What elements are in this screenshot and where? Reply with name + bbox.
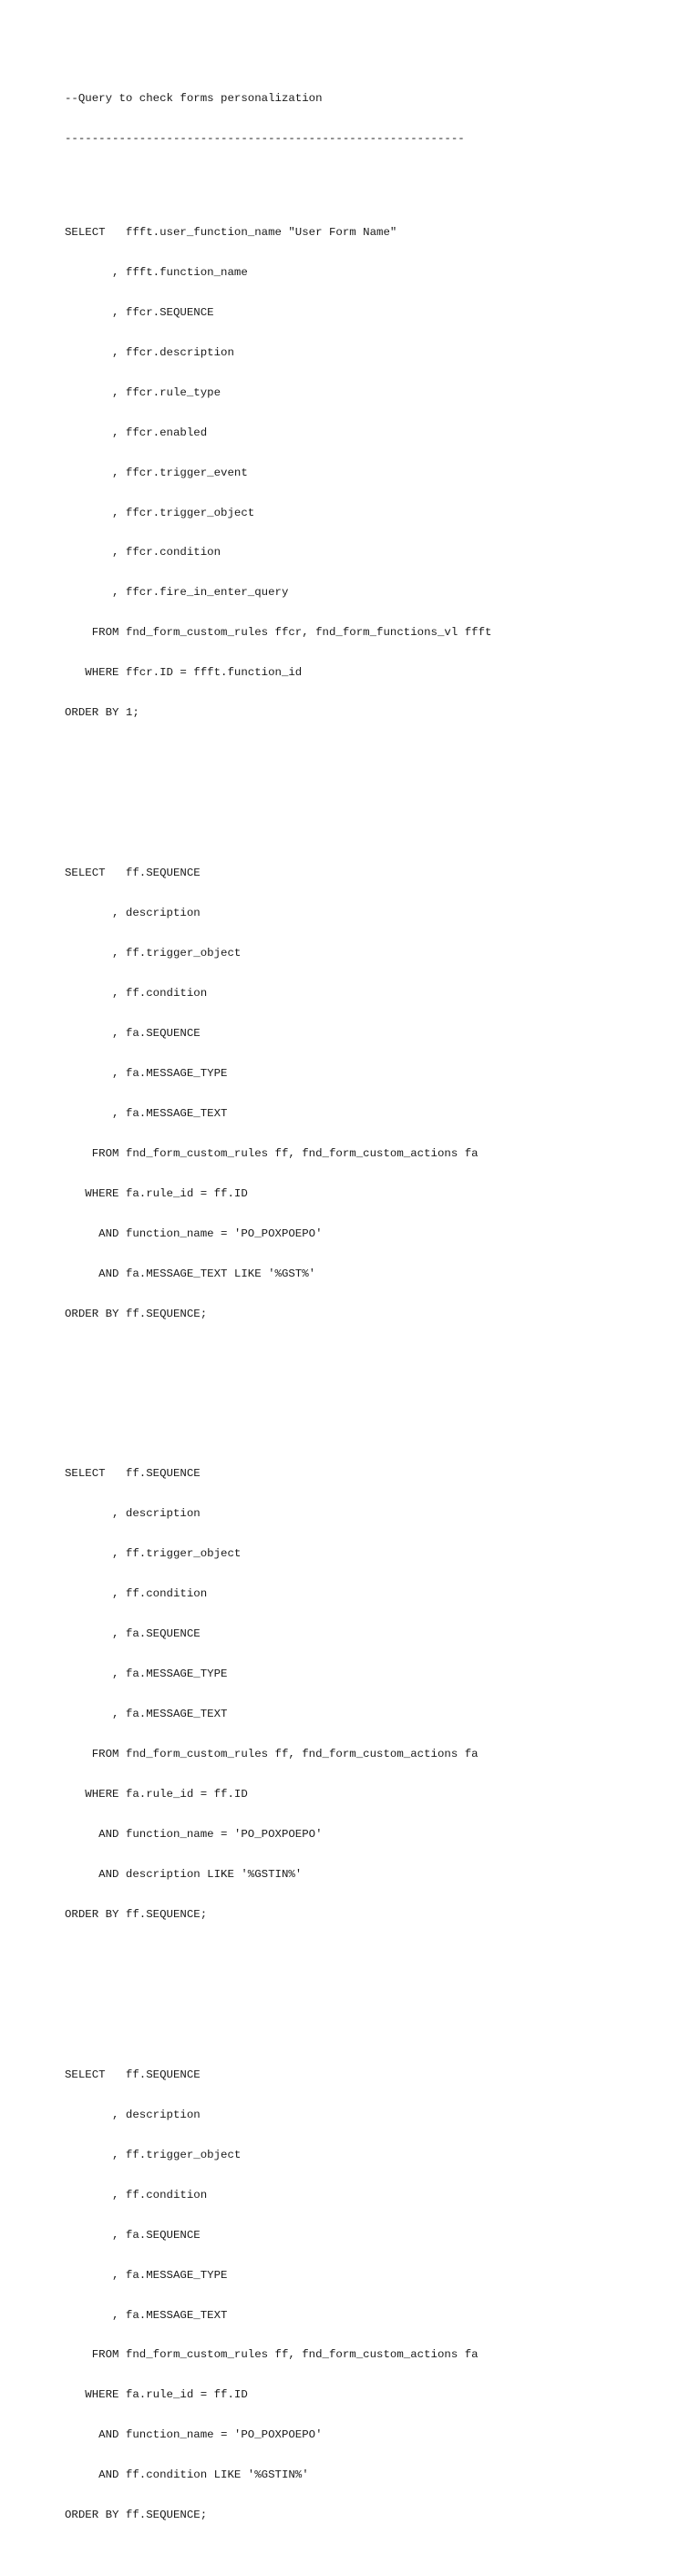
code-line: , description [65,907,201,920]
code-line: , fa.SEQUENCE [65,2228,201,2242]
code-line: , ff.condition [65,986,208,1000]
code-line: , ffcr.rule_type [65,385,221,399]
code-line: , ffcr.enabled [65,426,208,439]
code-line: FROM fnd_form_custom_rules ff, fnd_form_custom_actions fa [65,2348,479,2362]
code-line: , description [65,2108,201,2121]
blank-line [65,1374,694,1388]
code-line: AND fa.MESSAGE_TEXT LIKE '%GST%' [65,1267,316,1280]
code-line: , description [65,1507,201,1521]
code-line: ORDER BY 1; [65,706,139,720]
code-line: , fa.MESSAGE_TEXT [65,1708,228,1721]
code-line: , ffcr.trigger_event [65,466,248,479]
code-line: FROM fnd_form_custom_rules ff, fnd_form_custom_actions fa [65,1748,479,1761]
code-line: WHERE fa.rule_id = ff.ID [65,1788,248,1801]
code-line: AND function_name = 'PO_POXPOEPO' [65,1226,323,1240]
code-line: SELECT ff.SEQUENCE [65,2068,201,2081]
code-line: ORDER BY ff.SEQUENCE; [65,2509,208,2522]
code-line: SELECT ffft.user_function_name "User Form Name" [65,225,397,239]
code-line: , ff.trigger_object [65,1547,242,1561]
blank-line [65,1975,694,1988]
separator-line: ----------------------------------------------------------- [65,132,465,146]
document-page [65,66,694,2576]
code-line: AND function_name = 'PO_POXPOEPO' [65,2428,323,2442]
code-line: , fa.SEQUENCE [65,1026,201,1040]
comment-line: --Query to check forms personalization [65,92,323,106]
code-line: , ffcr.condition [65,546,221,559]
code-line: , fa.MESSAGE_TYPE [65,1066,228,1080]
code-line: FROM fnd_form_custom_rules ff, fnd_form_custom_actions fa [65,1146,479,1160]
code-line: WHERE fa.rule_id = ff.ID [65,1186,248,1200]
code-line: , ffcr.SEQUENCE [65,305,214,319]
code-line: ORDER BY ff.SEQUENCE; [65,1907,208,1921]
code-line: WHERE ffcr.ID = ffft.function_id [65,666,303,680]
sql-code-listing [65,66,694,2576]
code-line: , ff.trigger_object [65,947,242,960]
code-line: , fa.MESSAGE_TYPE [65,2268,228,2282]
code-line: , ff.trigger_object [65,2148,242,2161]
query-block-3 [65,1441,694,1948]
code-line: FROM fnd_form_custom_rules ffcr, fnd_form_functions_vl ffft [65,626,492,640]
code-line: , ffcr.trigger_object [65,506,255,519]
code-line: , ff.condition [65,2188,208,2201]
query-block-1 [65,200,694,747]
code-line: , ffcr.fire_in_enter_query [65,586,289,600]
query-block-2 [65,840,694,1348]
code-line: ORDER BY ff.SEQUENCE; [65,1307,208,1320]
code-line: , ff.condition [65,1587,208,1601]
code-line: SELECT ff.SEQUENCE [65,1467,201,1481]
code-line: , fa.SEQUENCE [65,1627,201,1641]
code-line: WHERE fa.rule_id = ff.ID [65,2388,248,2402]
code-line: AND description LIKE '%GSTIN%' [65,1867,303,1881]
blank-line [65,774,694,787]
code-line: , fa.MESSAGE_TYPE [65,1668,228,1681]
code-line: SELECT ff.SEQUENCE [65,867,201,880]
code-line: , ffft.function_name [65,265,248,279]
code-line: , fa.MESSAGE_TEXT [65,1106,228,1120]
code-line: AND function_name = 'PO_POXPOEPO' [65,1828,323,1842]
code-line: AND ff.condition LIKE '%GSTIN%' [65,2468,309,2482]
code-line: , fa.MESSAGE_TEXT [65,2308,228,2322]
query-block-4 [65,2041,694,2549]
code-line: , ffcr.description [65,345,234,359]
